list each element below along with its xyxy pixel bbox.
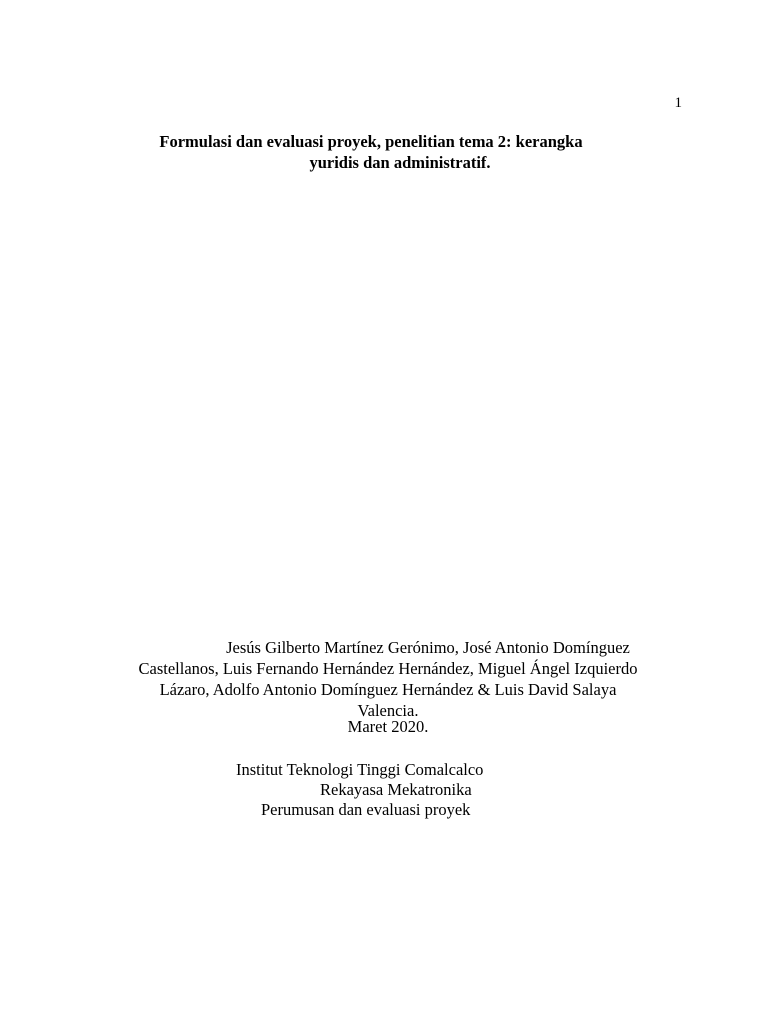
author-line-1: Jesús Gilberto Martínez Gerónimo, José Antonio Domínguez — [226, 638, 630, 657]
author-line-3: Lázaro, Adolfo Antonio Domínguez Hernández & Luis David Salaya — [159, 680, 617, 699]
title-line-1: Formulasi dan evaluasi proyek, penelitian tema 2: kerangka — [159, 132, 583, 151]
affiliation-block — [160, 760, 580, 820]
title-line-2: yuridis dan administratif. — [309, 153, 491, 172]
author-line-4: Valencia. — [357, 701, 419, 720]
author-list — [110, 637, 666, 721]
institution-name: Institut Teknologi Tinggi Comalcalco — [236, 760, 484, 779]
document-title — [120, 131, 620, 173]
document-date: Maret 2020. — [347, 717, 429, 736]
page-number: 1 — [674, 95, 682, 111]
course-name: Perumusan dan evaluasi proyek — [261, 800, 471, 819]
author-line-2: Castellanos, Luis Fernando Hernández Hernández, Miguel Ángel Izquierdo — [138, 659, 638, 678]
program-name: Rekayasa Mekatronika — [320, 780, 472, 799]
